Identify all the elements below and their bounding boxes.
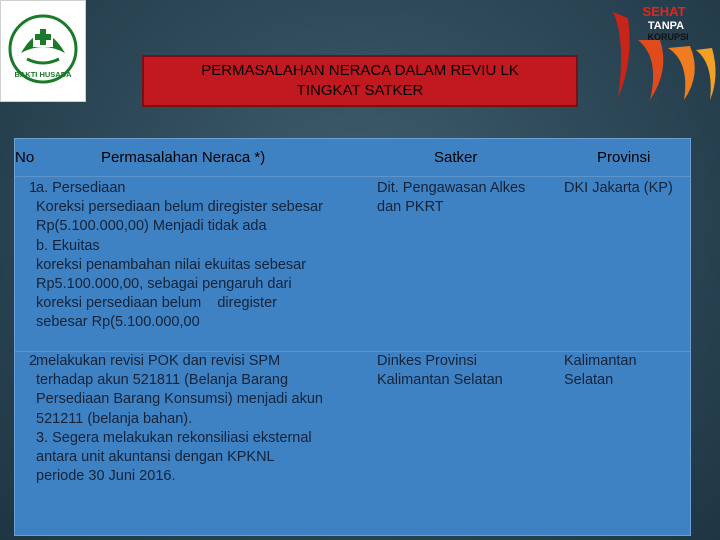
row-2-line: 3. Segera melakukan rekonsiliasi eksternal — [36, 429, 312, 446]
row-2-satker-line: Dinkes Provinsi — [377, 353, 477, 369]
row-2-provinsi-line: Kalimantan — [564, 353, 637, 369]
row-2-line: 521211 (belanja bahan). — [36, 410, 193, 427]
row-1-line: sebesar Rp(5.100.000,00 — [36, 314, 200, 331]
logo-right-line2: TANPA — [647, 20, 685, 32]
row-1-line: Koreksi persediaan belum diregister sebesar — [36, 199, 323, 216]
row-1-satker-line: dan PKRT — [377, 199, 444, 216]
row-2-line: terhadap akun 521811 (Belanja Barang — [36, 372, 289, 389]
header-satker: Satker — [434, 149, 478, 166]
row-1-provinsi-line: DKI Jakarta (KP) — [564, 180, 673, 196]
row-2-provinsi — [564, 352, 690, 390]
row-2-satker-line: Kalimantan Selatan — [377, 372, 503, 389]
logo-left-text: BAKTI HUSADA — [14, 70, 72, 79]
bakti-husada-logo — [0, 0, 86, 102]
header-provinsi: Provinsi — [597, 149, 651, 166]
page-title — [142, 55, 578, 107]
row-1-line: a. Persediaan — [36, 180, 126, 196]
header-permasalahan: Permasalahan Neraca *) — [101, 149, 266, 166]
bakti-husada-emblem-icon — [1, 1, 85, 101]
title-line-2: TINGKAT SATKER — [296, 82, 424, 99]
header-no: No — [15, 149, 35, 166]
row-1-number: 1 — [29, 180, 38, 196]
row-2-line: Persediaan Barang Konsumsi) menjadi akun — [36, 391, 323, 408]
row-1-line: b. Ekuitas — [36, 237, 100, 254]
anti-corruption-flame-icon — [608, 0, 720, 100]
row-1-line: koreksi persediaan belum diregister — [36, 295, 277, 312]
row-1-line: Rp5.100.000,00, sebagai pengaruh dari — [36, 276, 292, 293]
row-2-line: antara unit akuntansi dengan KPKNL — [36, 449, 275, 466]
row-1-line: koreksi penambahan nilai ekuitas sebesar — [36, 256, 307, 273]
row-1-permasalahan — [36, 179, 376, 333]
row-2-satker — [377, 352, 557, 390]
row-1-provinsi — [564, 179, 690, 198]
sehat-tanpa-korupsi-logo — [608, 0, 720, 100]
logo-right-line3: KORUPSI — [647, 32, 689, 42]
row-1-line: Rp(5.100.000,00) Menjadi tidak ada — [36, 218, 267, 235]
logo-right-line1: SEHAT — [642, 4, 686, 19]
header-divider — [15, 176, 690, 177]
problem-table — [14, 138, 691, 536]
row-2-permasalahan — [36, 352, 376, 486]
row-2-provinsi-line: Selatan — [564, 372, 614, 389]
title-line-1: PERMASALAHAN NERACA DALAM REVIU LK — [201, 62, 519, 79]
row-2-line: melakukan revisi POK dan revisi SPM — [36, 353, 281, 369]
row-1-satker-line: Dit. Pengawasan Alkes — [377, 180, 526, 196]
row-2-number: 2 — [29, 353, 38, 369]
row-1-satker — [377, 179, 557, 217]
row-2-line: periode 30 Juni 2016. — [36, 468, 176, 485]
